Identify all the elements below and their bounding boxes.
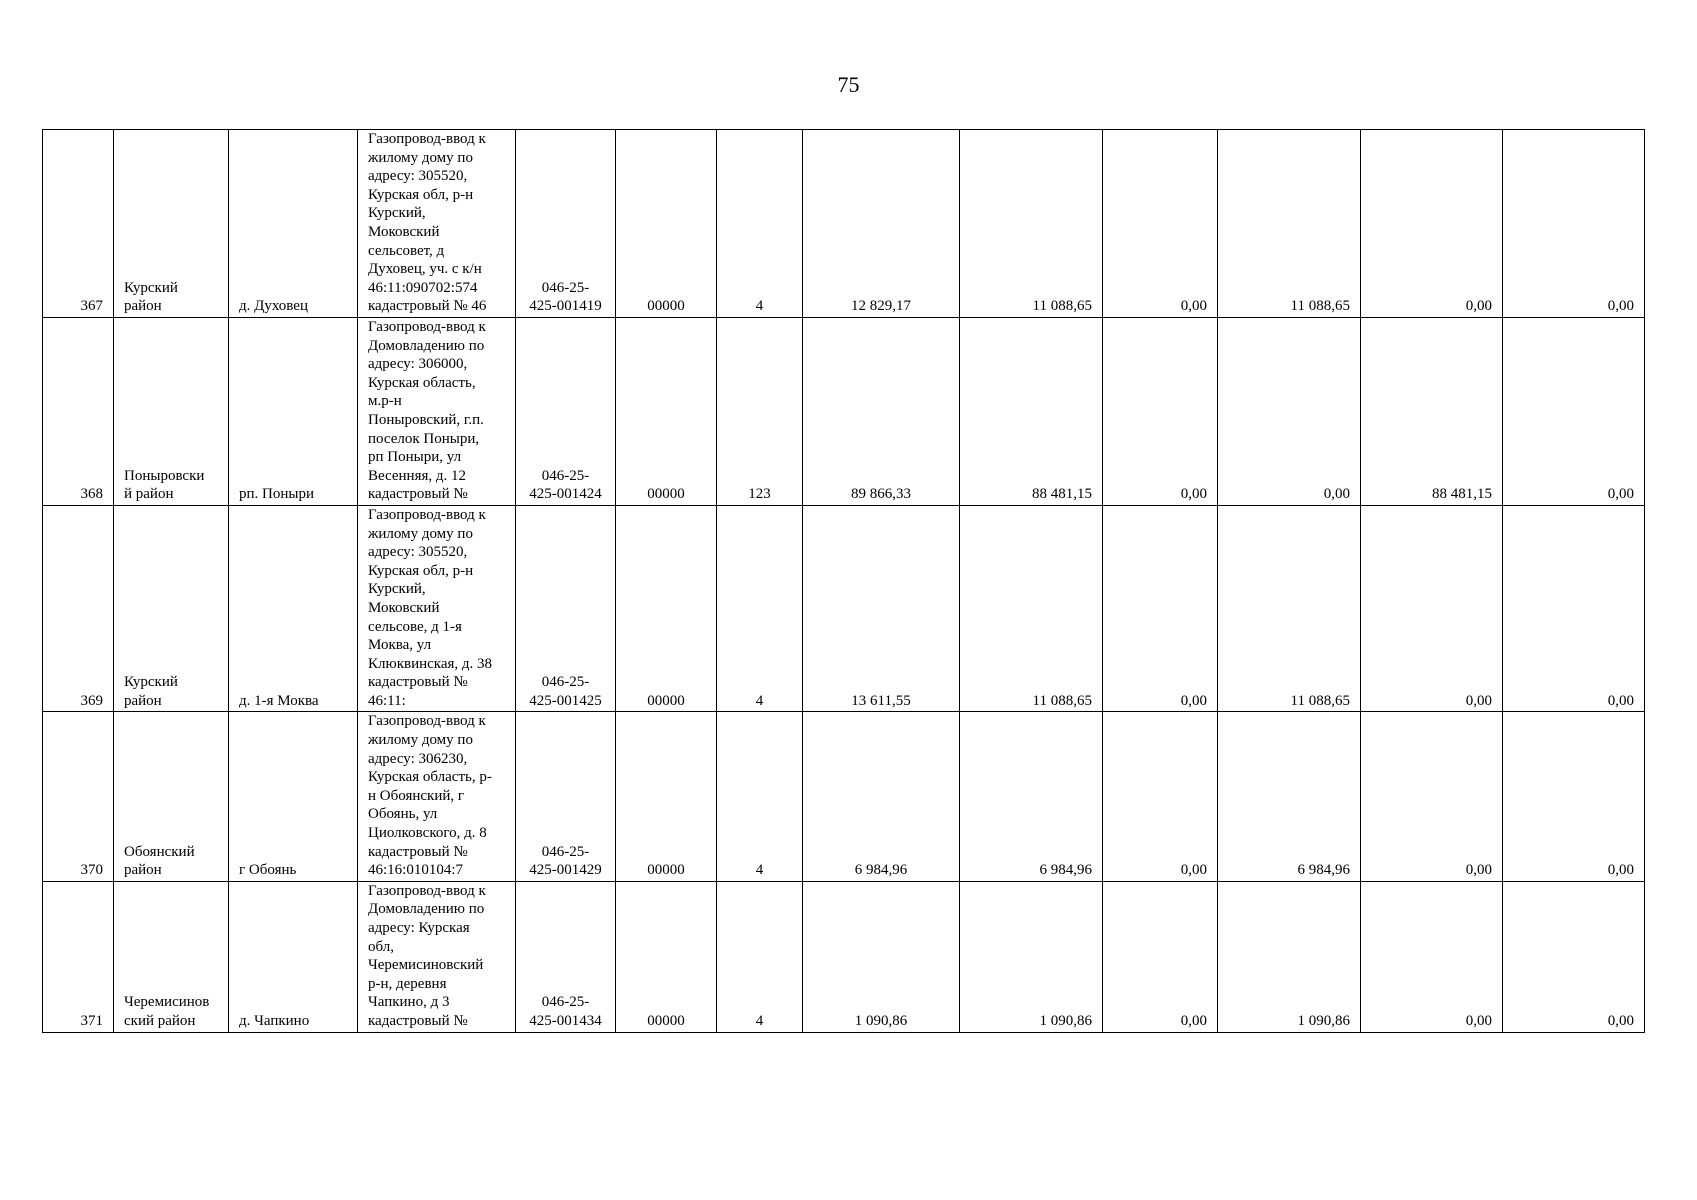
amount-cell: 0,00: [1503, 130, 1645, 318]
row-number: 369: [43, 505, 114, 712]
code-suffix-cell: 00000: [616, 881, 717, 1032]
district-cell: Поныровски й район: [114, 317, 229, 505]
amount-total-cell: 13 611,55: [803, 505, 960, 712]
code-cell: 046-25- 425-001434: [516, 881, 616, 1032]
amount-cell: 1 090,86: [960, 881, 1103, 1032]
amount-cell: 0,00: [1103, 881, 1218, 1032]
amount-cell: 0,00: [1361, 712, 1503, 881]
row-number: 368: [43, 317, 114, 505]
district-cell: Обоянский район: [114, 712, 229, 881]
locality-cell: рп. Поныри: [229, 317, 358, 505]
amount-total-cell: 89 866,33: [803, 317, 960, 505]
quantity-cell: 123: [717, 317, 803, 505]
amount-total-cell: 6 984,96: [803, 712, 960, 881]
object-description-cell: Газопровод-ввод к жилому дому по адресу: 305520, Курская обл, р-н Курский, Моковский сельсове, д 1-я Моква, ул Клюквинская, д. 38 кадастровый № 46:11:: [358, 505, 516, 712]
object-description-cell: Газопровод-ввод к Домовладению по адресу: Курская обл, Черемисиновский р-н, деревня Чапкино, д 3 кадастровый №: [358, 881, 516, 1032]
row-number: 370: [43, 712, 114, 881]
amount-cell: 0,00: [1503, 505, 1645, 712]
quantity-cell: 4: [717, 505, 803, 712]
row-number: 371: [43, 881, 114, 1032]
locality-cell: г Обоянь: [229, 712, 358, 881]
district-cell: Курский район: [114, 505, 229, 712]
amount-cell: 0,00: [1103, 712, 1218, 881]
locality-cell: д. Чапкино: [229, 881, 358, 1032]
code-cell: 046-25- 425-001425: [516, 505, 616, 712]
amount-cell: 0,00: [1218, 317, 1361, 505]
object-description-cell: Газопровод-ввод к Домовладению по адресу: 306000, Курская область, м.р-н Поныровский, г.п. поселок Поныри, рп Поныри, ул Весенняя, д. 12 кадастровый №: [358, 317, 516, 505]
district-cell: Курский район: [114, 130, 229, 318]
code-cell: 046-25- 425-001429: [516, 712, 616, 881]
locality-cell: д. 1-я Моква: [229, 505, 358, 712]
amount-total-cell: 1 090,86: [803, 881, 960, 1032]
code-suffix-cell: 00000: [616, 130, 717, 318]
amount-cell: 0,00: [1503, 881, 1645, 1032]
amount-cell: 0,00: [1103, 130, 1218, 318]
amount-cell: 1 090,86: [1218, 881, 1361, 1032]
locality-cell: д. Духовец: [229, 130, 358, 318]
table-row: [43, 317, 1645, 505]
amount-cell: 6 984,96: [960, 712, 1103, 881]
amount-cell: 6 984,96: [1218, 712, 1361, 881]
quantity-cell: 4: [717, 712, 803, 881]
object-description-cell: Газопровод-ввод к жилому дому по адресу: 305520, Курская обл, р-н Курский, Моковский сельсовет, д Духовец, уч. с к/н 46:11:090702:574 кадастровый № 46: [358, 130, 516, 318]
amount-total-cell: 12 829,17: [803, 130, 960, 318]
amount-cell: 11 088,65: [1218, 505, 1361, 712]
amount-cell: 0,00: [1361, 881, 1503, 1032]
amount-cell: 0,00: [1361, 130, 1503, 318]
row-number: 367: [43, 130, 114, 318]
amount-cell: 88 481,15: [1361, 317, 1503, 505]
amount-cell: 0,00: [1103, 505, 1218, 712]
code-suffix-cell: 00000: [616, 317, 717, 505]
code-cell: 046-25- 425-001424: [516, 317, 616, 505]
code-suffix-cell: 00000: [616, 712, 717, 881]
object-description-cell: Газопровод-ввод к жилому дому по адресу: 306230, Курская область, р- н Обоянский, г Обоянь, ул Циолковского, д. 8 кадастровый № 46:16:010104:7: [358, 712, 516, 881]
code-suffix-cell: 00000: [616, 505, 717, 712]
amount-cell: 0,00: [1503, 317, 1645, 505]
page-number: 75: [837, 72, 860, 97]
quantity-cell: 4: [717, 130, 803, 318]
table-row: [43, 130, 1645, 318]
district-cell: Черемисинов ский район: [114, 881, 229, 1032]
amount-cell: 0,00: [1361, 505, 1503, 712]
table-row: [43, 712, 1645, 881]
amount-cell: 11 088,65: [960, 130, 1103, 318]
table-row: [43, 505, 1645, 712]
amount-cell: 11 088,65: [1218, 130, 1361, 318]
amount-cell: 11 088,65: [960, 505, 1103, 712]
registry-table: [42, 129, 1645, 1033]
amount-cell: 88 481,15: [960, 317, 1103, 505]
table-row: [43, 881, 1645, 1032]
amount-cell: 0,00: [1103, 317, 1218, 505]
code-cell: 046-25- 425-001419: [516, 130, 616, 318]
amount-cell: 0,00: [1503, 712, 1645, 881]
quantity-cell: 4: [717, 881, 803, 1032]
